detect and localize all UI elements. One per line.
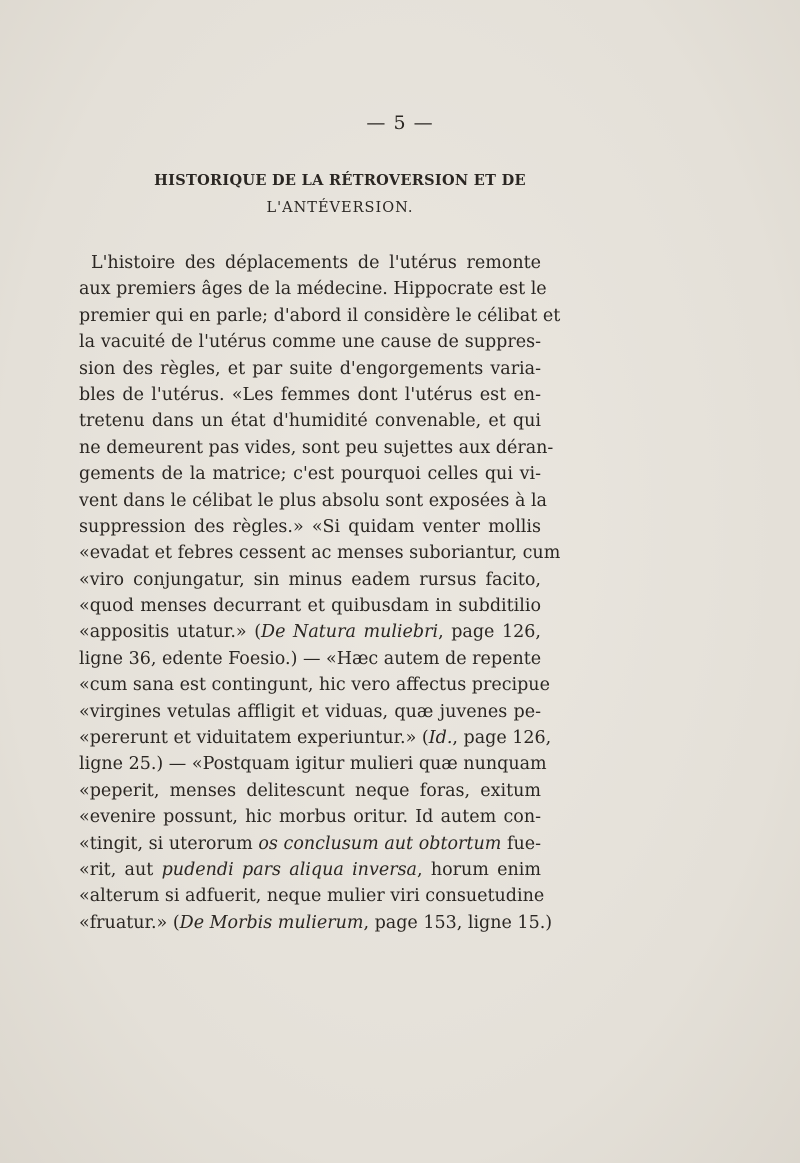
text-line: tretenu dans un état d'humidité convenable, et qui xyxy=(79,411,541,432)
text-line xyxy=(79,910,553,936)
text-segment: , page 153, ligne 15.) xyxy=(363,912,553,933)
text-segment: «rit, aut xyxy=(79,859,162,880)
text-line: «evenire possunt, hic morbus oritur. Id autem con- xyxy=(79,807,541,828)
text-line: la vacuité de l'utérus comme une cause de suppres- xyxy=(79,332,541,353)
text-line: «virgines vetulas affligit et viduas, quæ juvenes pe- xyxy=(79,701,541,722)
text-segment: «appositis utatur.» ( xyxy=(79,622,262,643)
text-line: «viro conjungatur, sin minus eadem rursus facito, xyxy=(79,569,541,590)
section-heading-continuation: L'ANTÉVERSION. xyxy=(266,200,414,216)
citation-title: De Morbis mulierum xyxy=(179,912,364,933)
text-segment: «tingit, si uterorum xyxy=(79,833,259,854)
text-segment: «pererunt et viduitatem experiuntur.» ( xyxy=(79,728,429,749)
text-line: «evadat et febres cessent ac menses suboriantur, cum xyxy=(79,543,561,564)
text-line: bles de l'utérus. «Les femmes dont l'utérus est en- xyxy=(79,384,541,405)
text-line: ne demeurent pas vides, sont peu sujettes aux déran- xyxy=(79,437,554,458)
text-line: premier qui en parle; d'abord il considère le célibat et xyxy=(79,305,561,326)
text-line xyxy=(79,857,541,883)
body-text xyxy=(79,250,561,936)
italic-phrase: os conclusum aut obtortum xyxy=(258,833,502,854)
text-line: aux premiers âges de la médecine. Hippocrate est le xyxy=(79,279,547,300)
text-line: suppression des règles.» «Si quidam venter mollis xyxy=(79,516,541,537)
text-line: ligne 36, edente Foesio.) — «Hæc autem de repente xyxy=(79,648,542,669)
citation-title: Id. xyxy=(428,728,453,749)
citation-title: De Natura muliebri xyxy=(261,622,439,643)
text-segment: «fruatur.» ( xyxy=(79,912,180,933)
text-segment: , page 126, xyxy=(452,728,552,749)
section-heading: HISTORIQUE DE LA RÉTROVERSION ET DE xyxy=(154,172,526,189)
text-line: «cum sana est contingunt, hic vero affectus precipue xyxy=(79,675,550,696)
text-line: sion des règles, et par suite d'engorgements varia- xyxy=(79,358,541,379)
text-line: «peperit, menses delitescunt neque foras, exitum xyxy=(79,780,541,801)
text-line: «quod menses decurrant et quibusdam in subditilio xyxy=(79,596,541,617)
text-line xyxy=(79,725,552,751)
text-line: L'histoire des déplacements de l'utérus remonte xyxy=(91,253,541,273)
text-line xyxy=(79,619,541,645)
text-line: vent dans le célibat le plus absolu sont exposées à la xyxy=(79,490,547,511)
text-segment: , horum enim xyxy=(416,859,541,880)
text-line: gements de la matrice; c'est pourquoi celles qui vi- xyxy=(79,464,541,485)
text-segment: fue- xyxy=(501,833,541,854)
text-segment: , page 126, xyxy=(438,622,541,643)
text-line: ligne 25.) — «Postquam igitur mulieri quæ nunquam xyxy=(79,754,547,775)
italic-phrase: pudendi pars aliqua inversa xyxy=(161,859,417,880)
text-line: «alterum si adfuerit, neque mulier viri consuetudine xyxy=(79,886,545,907)
page-number: — 5 — xyxy=(366,112,434,134)
text-line xyxy=(79,831,541,857)
